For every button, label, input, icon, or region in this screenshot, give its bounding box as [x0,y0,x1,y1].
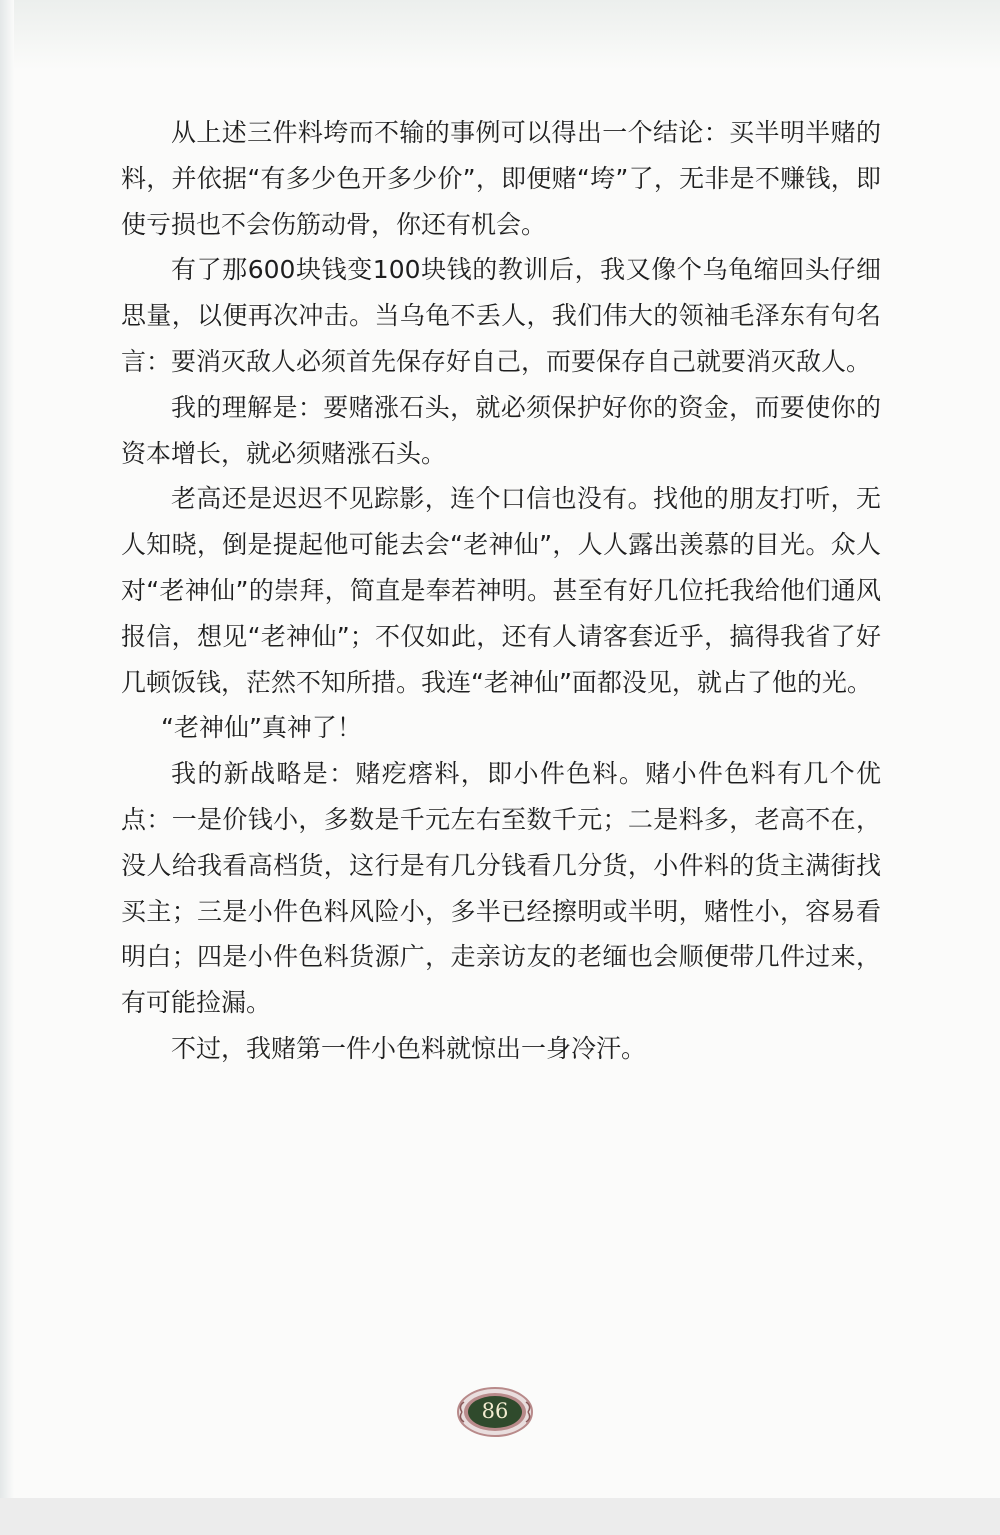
page-shadow-left [0,0,14,1535]
paragraph-1: 从上述三件料垮而不输的事例可以得出一个结论：买半明半赌的料，并依据“有多少色开多少价”，即便赌“垮”了，无非是不赚钱，即使亏损也不会伤筋动骨，你还有机会。 [121,118,881,239]
paragraph-2: 有了那600块钱变100块钱的教训后，我又像个乌龟缩回头仔细思量，以便再次冲击。当乌龟不丢人，我们伟大的领袖毛泽东有句名言：要消灭敌人必须首先保存好自己，而要保存自己就要消灭敌人。 [121,255,881,376]
paragraph-3: 我的理解是：要赌涨石头，就必须保护好你的资金，而要使你的资本增长，就必须赌涨石头。 [121,392,881,468]
body-text [121,110,881,1072]
page-shadow-top [0,0,1000,70]
page-number: 86 [481,1399,509,1423]
page-number-ornament [456,1386,534,1438]
paragraph-7: 不过，我赌第一件小色料就惊出一身冷汗。 [171,1033,647,1063]
paragraph-4: 老高还是迟迟不见踪影，连个口信也没有。找他的朋友打听，无人知晓，倒是提起他可能去会“老神仙”，人人露出羡慕的目光。众人对“老神仙”的崇拜，简直是奉若神明。甚至有好几位托我给他们通风报信，想见“老神仙”；不仅如此，还有人请客套近乎，搞得我省了好几顿饭钱，茫然不知所措。我连“老神仙”面都没见，就占了他的光。 [121,484,881,697]
page-bottom-margin [0,1498,1000,1535]
paragraph-6: 我的新战略是：赌疙瘩料，即小件色料。赌小件色料有几个优点：一是价钱小，多数是千元左右至数千元；二是料多，老高不在，没人给我看高档货，这行是有几分钱看几分货，小件料的货主满街找买主；三是小件色料风险小，多半已经擦明或半明，赌性小，容易看明白；四是小件色料货源广，走亲访友的老缅也会顺便带几件过来，有可能捡漏。 [121,759,881,1018]
paragraph-5: “老神仙”真神了！ [161,713,362,743]
